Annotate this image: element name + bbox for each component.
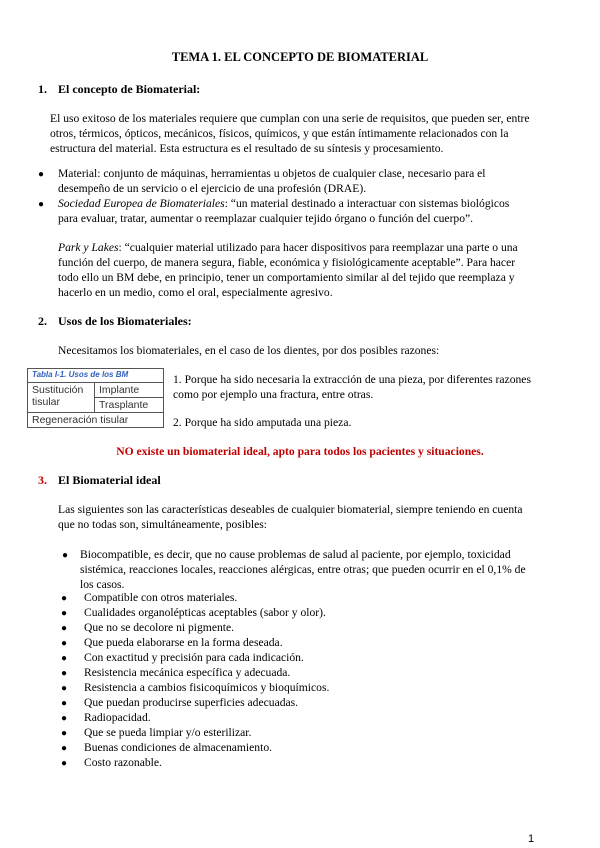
section-3-heading: El Biomaterial ideal <box>58 473 161 487</box>
definition-material <box>58 166 563 196</box>
list-item <box>58 680 558 695</box>
bullet-icon: ● <box>61 668 68 679</box>
section-2-intro: Necesitamos los biomateriales, en el caso de los dientes, por dos posibles razones: <box>58 344 440 357</box>
bullet-icon: ● <box>61 593 68 604</box>
list-item-text: Buenas condiciones de almacenamiento. <box>84 741 273 754</box>
text-line: Material: conjunto de máquinas, herramientas u objetos de cualquier clase, necesario para el <box>58 167 486 180</box>
list-item-text: Resistencia a cambios fisicoquímicos y bioquímicos. <box>84 681 330 694</box>
list-item-text: Cualidades organolépticas aceptables (sabor y olor). <box>84 606 326 619</box>
list-item <box>58 695 558 710</box>
page-number: 1 <box>528 833 535 845</box>
bullet-icon: ● <box>61 743 68 754</box>
bullet-icon: ● <box>61 683 68 694</box>
section-2-number: 2. <box>38 314 47 328</box>
section-1-intro <box>50 111 560 156</box>
table-cell-trasplante: Trasplante <box>95 398 164 413</box>
definition-term: Sociedad Europea de Biomateriales <box>58 197 225 210</box>
page-title: TEMA 1. EL CONCEPTO DE BIOMATERIAL <box>171 50 429 64</box>
list-item-text: Resistencia mecánica específica y adecuada. <box>84 666 291 679</box>
list-item-text: Que se pueda limpiar y/o esterilizar. <box>84 726 252 739</box>
list-item <box>58 590 558 605</box>
list-item-text: Que no se decolore ni pigmente. <box>84 621 235 634</box>
list-item-text: Costo razonable. <box>84 756 162 769</box>
list-item <box>58 740 558 755</box>
text-line: : “un material destinado a interactuar con sistemas biológicos <box>224 197 510 210</box>
list-item <box>58 620 558 635</box>
text-line: desempeño de un servicio o el ejercicio de una profesión (DRAE). <box>58 182 367 195</box>
bullet-icon: ● <box>38 169 45 180</box>
text-line: hacerlo en un medio, como el oral, especialmente agresivo. <box>58 286 333 299</box>
section-3-intro <box>58 502 563 532</box>
table-cell-regeneracion: Regeneración tisular <box>28 413 164 428</box>
characteristics-list <box>58 590 558 770</box>
text-line: los casos. <box>80 578 125 591</box>
text-line: 1. Porque ha sido necesaria la extracción de una pieza, por diferentes razones <box>173 373 531 386</box>
table-cell-sustitucion: Sustitución tisular <box>28 383 95 413</box>
bullet-icon: ● <box>61 653 68 664</box>
text-line: como por ejemplo una fractura, entre otras. <box>173 388 374 401</box>
list-item <box>58 665 558 680</box>
bullet-icon: ● <box>61 608 68 619</box>
section-3-number: 3. <box>38 473 47 487</box>
text-line: función del cuerpo, de manera segura, fiable, económica y fisiológicamente aceptable”. Para hacer <box>58 256 516 269</box>
list-item <box>58 755 558 770</box>
list-item-biocompatible <box>80 547 565 592</box>
list-item-text: Radiopacidad. <box>84 711 151 724</box>
warning-text: NO existe un biomaterial ideal, apto para todos los pacientes y situaciones. <box>116 445 484 458</box>
bullet-icon: ● <box>61 728 68 739</box>
text-line: Las siguientes son las características deseables de cualquier biomaterial, siempre teniendo en cuenta <box>58 503 523 516</box>
list-item <box>58 710 558 725</box>
bullet-icon: ● <box>61 698 68 709</box>
list-item <box>58 635 558 650</box>
definition-sociedad-europea <box>58 196 563 226</box>
section-1-heading: El concepto de Biomaterial: <box>58 82 201 96</box>
list-item-text: Que pueda elaborarse en la forma deseada. <box>84 636 283 649</box>
list-item <box>58 725 558 740</box>
bullet-icon: ● <box>61 713 68 724</box>
list-item <box>58 650 558 665</box>
bullet-icon: ● <box>61 758 68 769</box>
list-item <box>58 605 558 620</box>
list-item-text: Que puedan producirse superficies adecuadas. <box>84 696 299 709</box>
reason-1 <box>173 372 563 402</box>
list-item-text: Compatible con otros materiales. <box>84 591 238 604</box>
list-item-text: Con exactitud y precisión para cada indicación. <box>84 651 304 664</box>
section-2-heading: Usos de los Biomateriales: <box>58 314 192 328</box>
bullet-icon: ● <box>61 623 68 634</box>
reason-2: 2. Porque ha sido amputada una pieza. <box>173 416 352 429</box>
text-line: El uso exitoso de los materiales requiere que cumplan con una serie de requisitos, que pueden ser, entre <box>50 112 530 125</box>
section-1-number: 1. <box>38 82 47 96</box>
bullet-icon: ● <box>61 638 68 649</box>
text-line: para evaluar, tratar, aumentar o reemplazar cualquier tejido órgano o función del cuerpo”. <box>58 212 474 225</box>
text-line: todo ello un BM debe, en principio, tener un comportamiento similar al del tejido que reemplaza y <box>58 271 515 284</box>
text-line: : “cualquier material utilizado para hacer dispositivos para reemplazar una parte o una <box>118 241 518 254</box>
text-line: sistémica, reacciones locales, reacciones alérgicas, entre otras; que pueden ocurrir en el 0,1% de <box>80 563 526 576</box>
definition-term: Park y Lakes <box>58 241 119 254</box>
text-line: otros, térmicos, ópticos, mecánicos, físicos, químicos, y que están íntimamente relacionados con la <box>50 127 509 140</box>
text-line: Biocompatible, es decir, que no cause problemas de salud al paciente, por ejemplo, toxicidad <box>80 548 511 561</box>
bullet-icon: ● <box>38 199 45 210</box>
bullet-icon: ● <box>62 550 69 561</box>
text-line: estructura del material. Esta estructura es el resultado de su síntesis y procesamiento. <box>50 142 444 155</box>
table-caption: Tabla I-1. Usos de los BM <box>32 370 129 379</box>
table-cell-implante: Implante <box>95 383 164 398</box>
definition-park-lakes <box>58 240 563 300</box>
text-line: que no todas son, simultáneamente, posibles: <box>58 518 267 531</box>
